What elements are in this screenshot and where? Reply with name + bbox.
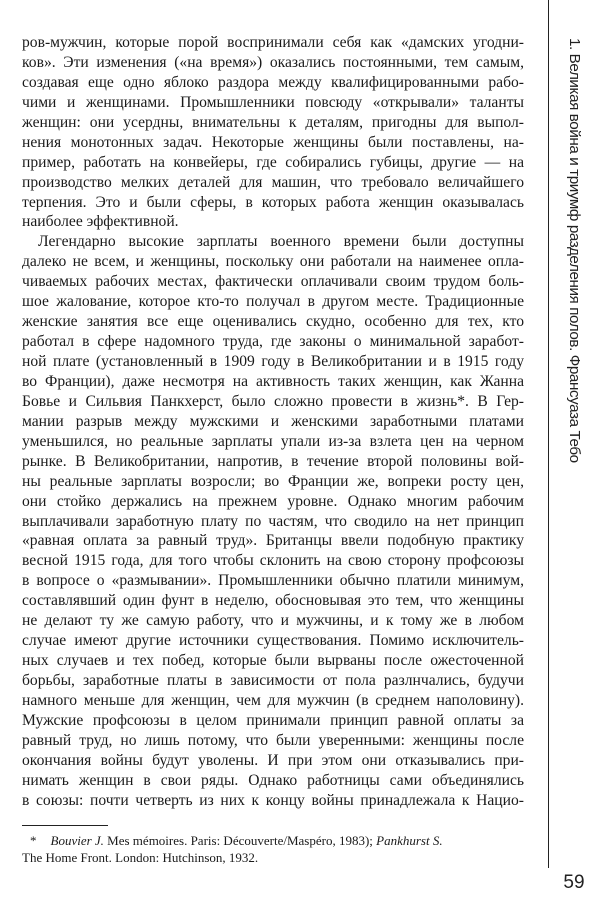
text-line: наиболее эффективной. bbox=[22, 213, 179, 231]
text-line: женские занятия все еще оценивались скудно, особенно для тех, кто bbox=[22, 313, 524, 331]
text-line: ров-мужчин, которые порой воспринимали себя как «дамских угодни- bbox=[22, 34, 524, 51]
text-line: Бовье и Сильвия Панкхерст, было сложно провести в жизнь*. В Гер- bbox=[22, 392, 524, 410]
text-line: ных случаев и тех побед, которые были вырваны после ожесточенной bbox=[22, 652, 524, 670]
text-line: терпения. Это и были сферы, в которых работа женщин оказывалась bbox=[22, 193, 524, 211]
text-line: создавая еще одно яблоко раздора между квалифицированными рабо- bbox=[22, 73, 524, 91]
text-line: ны реальные зарплаты возросли; во Франции же, вопреки росту цен, bbox=[22, 472, 524, 490]
footnote-text: Mes mémoires. Paris: Découverte/Maspéro, 1983); bbox=[103, 833, 373, 848]
text-line: шое жалование, которое кто-то получал в другом месте. Традиционные bbox=[22, 293, 524, 311]
text-line: во Франции), даже несмотря на активность таких женщин, как Жанна bbox=[22, 372, 524, 390]
main-text bbox=[22, 33, 524, 811]
text-line: Мужские профсоюзы в целом принимали принцип равной оплаты за bbox=[22, 711, 524, 729]
text-line: весной 1915 года, для того чтобы склонить на свою сторону профсоюзы bbox=[22, 552, 524, 570]
footnote-author: Pankhurst S. bbox=[376, 833, 443, 848]
text-line: ной плате (установленный в 1909 году в Великобритании и в 1915 году bbox=[22, 353, 524, 370]
text-line: выплачивали заработную плату по частям, что сводило на нет принцип bbox=[22, 512, 524, 530]
text-line: «равная оплата за равный труд». Британцы ввели подобную практику bbox=[22, 532, 524, 550]
text-line: в союзы: почти четверть из них к концу войны принадлежала к Нацио- bbox=[22, 791, 524, 809]
text-line: уменьшился, но реальные зарплаты упали из-за взлета цен на черном bbox=[22, 432, 524, 450]
text-line: борьбы, заработные платы в зависимости от пола разлнчались, будучи bbox=[22, 672, 524, 689]
footnote-line: The Home Front. London: Hutchinson, 1932. bbox=[22, 850, 259, 865]
text-line: равный труд, но лишь потому, что были уверенными: женщины после bbox=[22, 731, 524, 749]
text-line: женщин: они усердны, внимательны к деталям, пригодны для выпол- bbox=[22, 113, 524, 131]
margin-rule bbox=[548, 0, 549, 868]
footnote-line bbox=[22, 832, 524, 849]
text-line: составлявший один фунт в неделю, обосновывая это тем, что женщины bbox=[22, 592, 524, 610]
text-line: далеко не всем, и женщины, поскольку они работали на наименее опла- bbox=[22, 253, 524, 271]
footnote bbox=[22, 832, 524, 866]
footnote-mark: * bbox=[30, 833, 37, 848]
running-title: 1. Великая война и триумф разделения полов. Франсуаза Тебо bbox=[566, 38, 583, 463]
text-line: работал в сфере надомного труда, где законы о минимальной заработ- bbox=[22, 333, 524, 351]
text-line: рынке. В Великобритании, напротив, в течение второй половины вой- bbox=[22, 452, 524, 470]
text-line: нимать женщин в свои ряды. Однако работницы сами объединялись bbox=[22, 771, 524, 789]
text-line: случае имеют другие источники существования. Помимо исключитель- bbox=[22, 632, 524, 650]
paragraph-start: Легендарно высокие зарплаты военного времени были доступны bbox=[38, 233, 524, 251]
footnote-divider bbox=[22, 825, 108, 826]
footnote-author: Bouvier J. bbox=[50, 833, 104, 848]
text-line: нения монотонных задач. Некоторые женщины были поставлены, на- bbox=[22, 133, 524, 151]
text-line: намного меньше для женщин, чем для мужчин (в среднем наполовину). bbox=[22, 691, 524, 709]
text-line: ков». Эти изменения («на время») оказались постоянными, тем самым, bbox=[22, 53, 524, 71]
text-line: чиваемых рабочих местах, фактически оплачивали своим трудом боль- bbox=[22, 273, 524, 291]
text-line: не делают ту же самую работу, что и мужчины, и к тому же в любом bbox=[22, 612, 524, 630]
text-line: производство мелких деталей для машин, что требовало величайшего bbox=[22, 173, 524, 191]
text-line: мании разрыв между мужскими и женскими заработными платами bbox=[22, 412, 524, 430]
page-number: 59 bbox=[563, 872, 585, 893]
text-line: окончания войны будут уволены. И при этом они отказывались при- bbox=[22, 751, 524, 769]
text-line: они стойко держались на прежнем уровне. Однако многим рабочим bbox=[22, 492, 524, 510]
text-line: пример, работать на конвейеры, где собирались губицы, другие — на bbox=[22, 153, 524, 171]
text-line: чими и женщинами. Промышленники повсюду «открывали» таланты bbox=[22, 93, 524, 111]
text-line: в вопросе о «размывании». Промышленники обычно платили минимум, bbox=[22, 572, 524, 590]
